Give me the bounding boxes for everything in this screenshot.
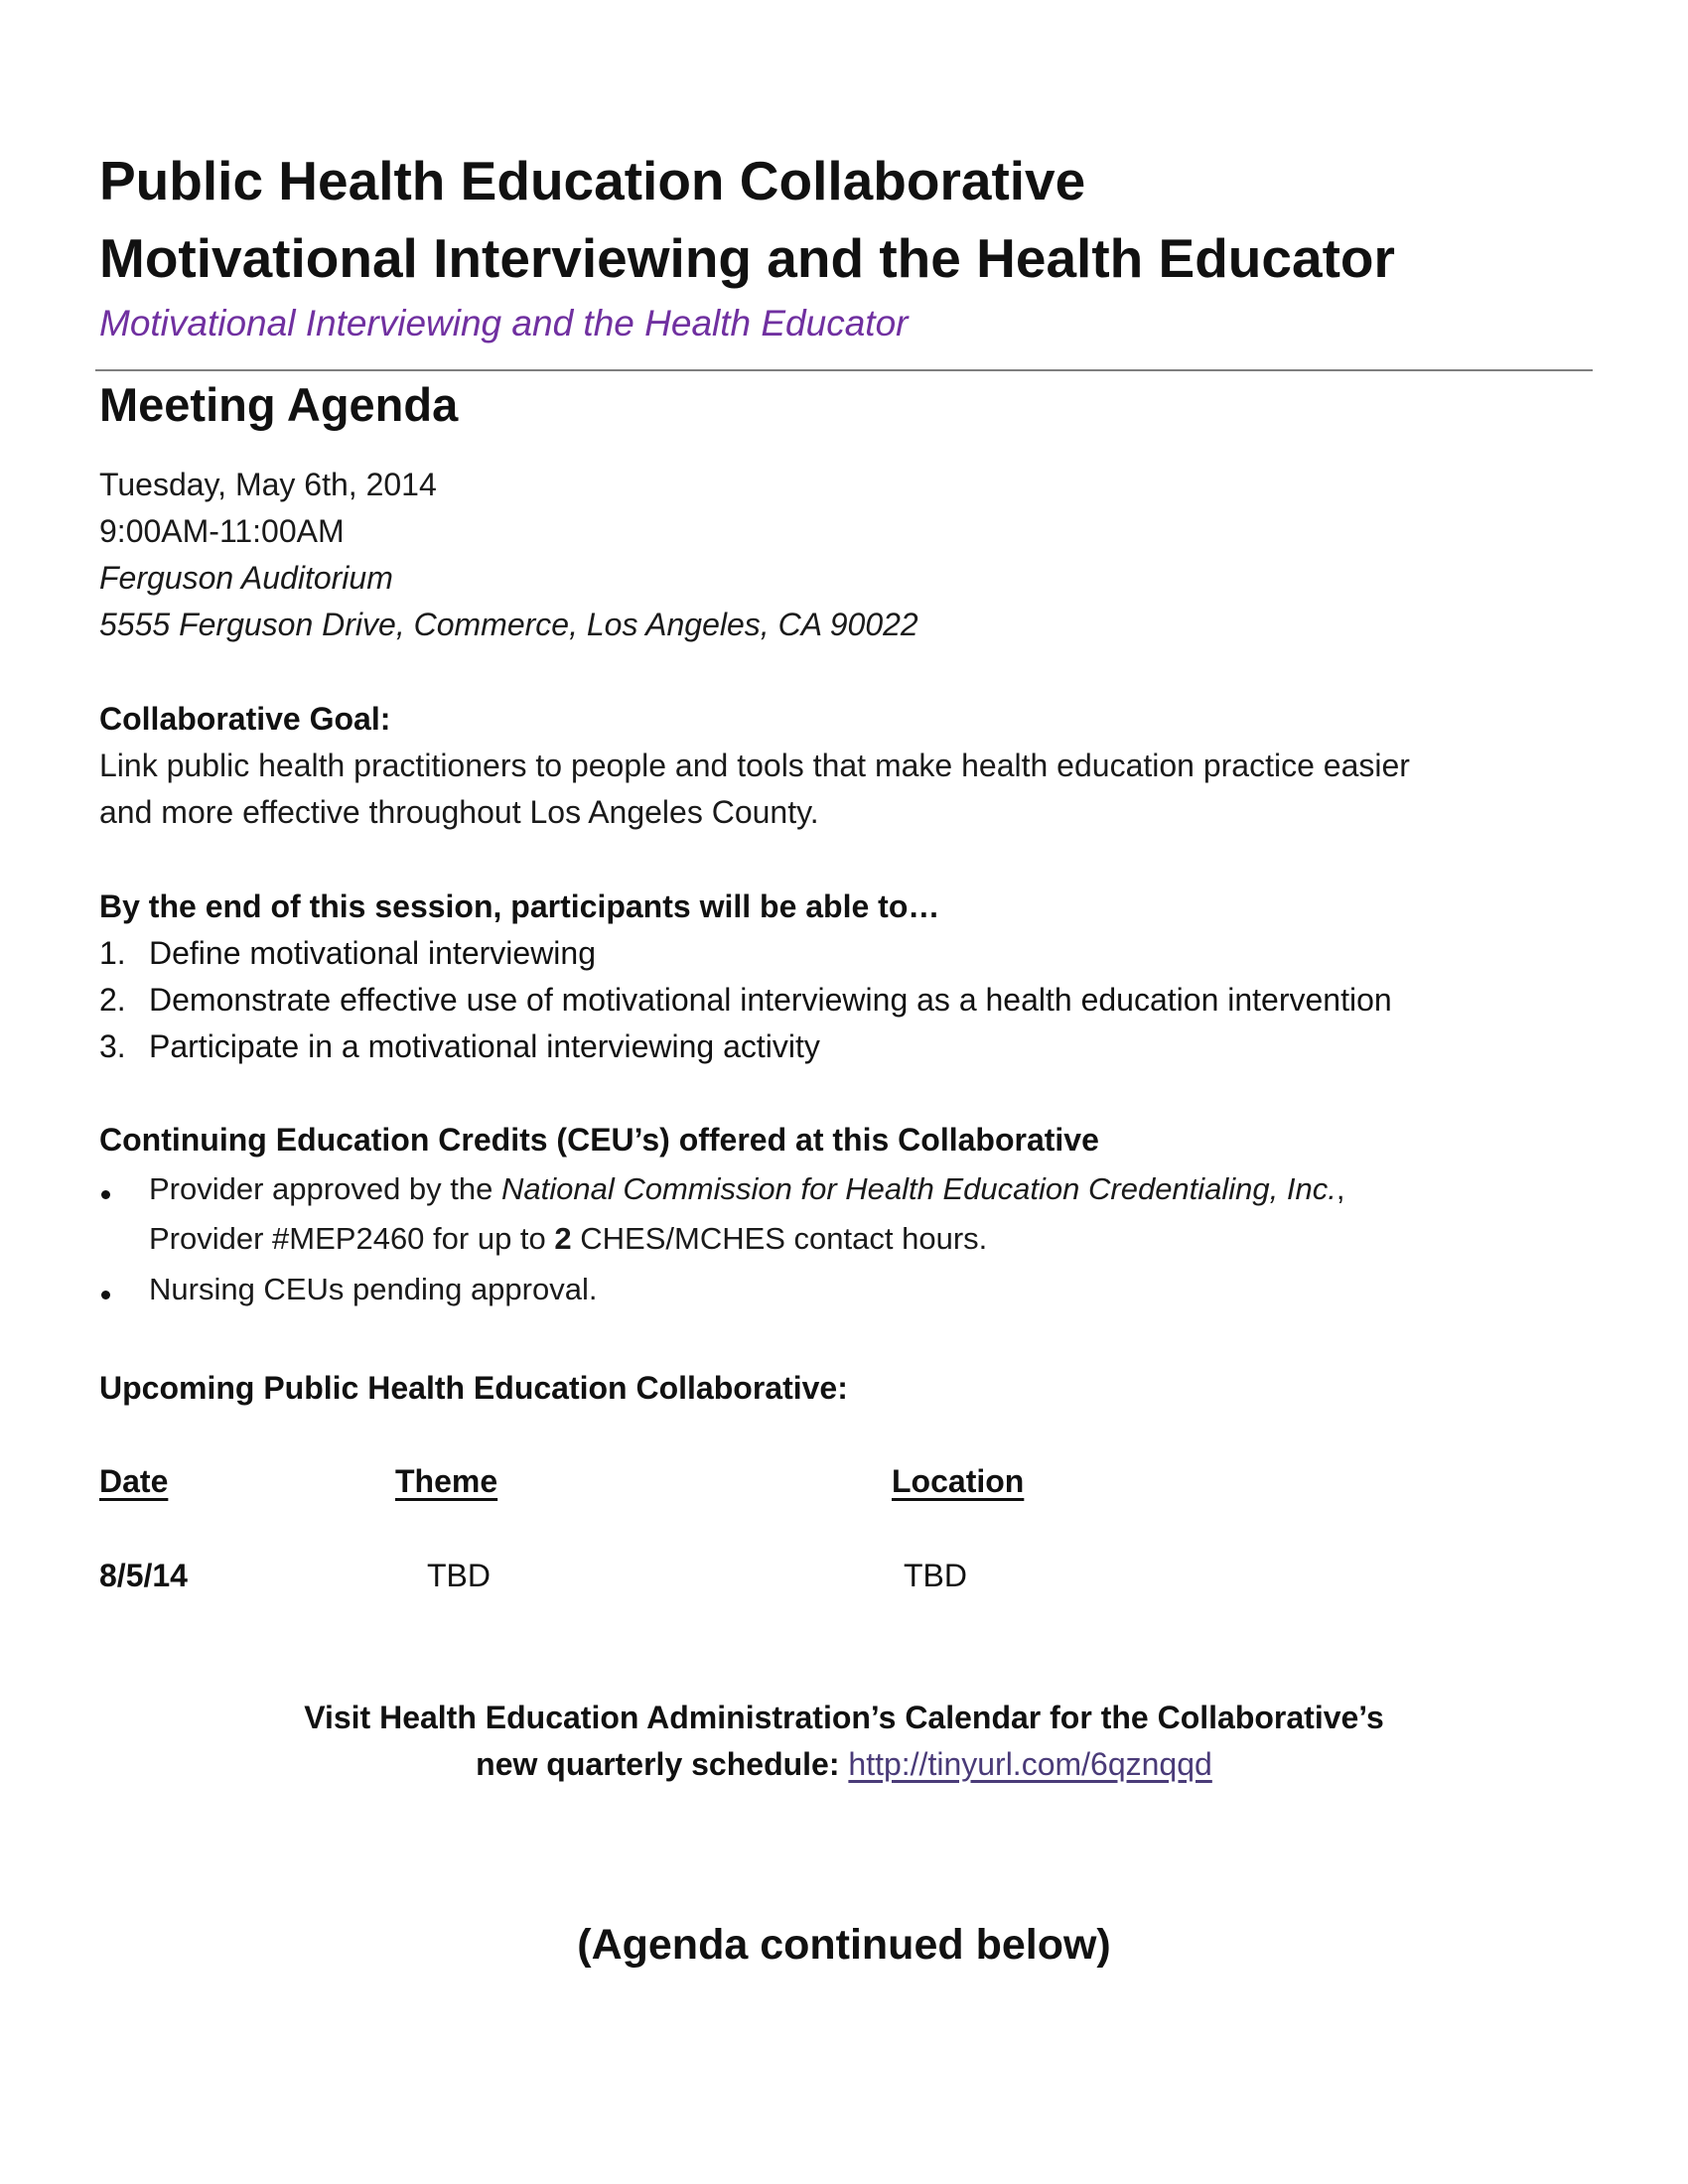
ceu-item-1-line2-suffix: CHES/MCHES contact hours. [571,1221,988,1256]
goal-text-line-1: Link public health practitioners to people and tools that make health education practice easier [99,748,1410,783]
calendar-note-line-2 [0,1746,1688,1783]
ceu-heading: Continuing Education Credits (CEU’s) offered at this Collaborative [99,1122,1099,1158]
ceu-item-1-line-2 [149,1221,987,1257]
row-theme: TBD [427,1558,491,1593]
row-location: TBD [904,1558,967,1593]
bullet-icon [101,1291,110,1299]
objective-number: 3. [99,1028,126,1064]
row-date: 8/5/14 [99,1558,188,1593]
calendar-note-prefix: new quarterly schedule: [476,1746,849,1782]
calendar-note-line-1: Visit Health Education Administration’s Calendar for the Collaborative’s [304,1700,1384,1735]
meeting-venue: Ferguson Auditorium [99,560,393,596]
document-title-line-2: Motivational Interviewing and the Health Educator [99,227,1395,289]
calendar-link[interactable]: http://tinyurl.com/6qznqqd [848,1746,1212,1782]
section-title: Meeting Agenda [99,378,459,431]
header-divider [95,369,1593,371]
meeting-address: 5555 Ferguson Drive, Commerce, Los Angeles, CA 90022 [99,607,918,642]
objectives-heading: By the end of this session, participants will be able to… [99,888,940,924]
ceu-item-1-line-1 [149,1171,1345,1207]
objective-item: Demonstrate effective use of motivational interviewing as a health education intervention [149,982,1392,1018]
column-header-location: Location [892,1463,1025,1499]
objective-number: 1. [99,935,126,971]
upcoming-heading: Upcoming Public Health Education Collaborative: [99,1370,848,1406]
goal-heading: Collaborative Goal: [99,701,391,737]
agenda-continued-note: (Agenda continued below) [577,1921,1111,1969]
ceu-item-1-suffix: , [1336,1171,1345,1206]
ceu-item-1-line2-prefix: Provider #MEP2460 for up to [149,1221,555,1256]
bullet-icon [101,1190,110,1199]
ceu-provider-name: National Commission for Health Education Credentialing, Inc. [501,1171,1336,1206]
ceu-contact-hours: 2 [554,1221,572,1256]
meeting-date: Tuesday, May 6th, 2014 [99,467,437,502]
column-header-theme: Theme [395,1463,498,1499]
column-header-date: Date [99,1463,169,1499]
document-title-line-1: Public Health Education Collaborative [99,150,1086,211]
objective-number: 2. [99,982,126,1018]
document-subtitle: Motivational Interviewing and the Health Educator [99,303,909,343]
objective-item: Participate in a motivational interviewing activity [149,1028,820,1064]
ceu-item-2: Nursing CEUs pending approval. [149,1272,598,1306]
objective-item: Define motivational interviewing [149,935,596,971]
goal-text-line-2: and more effective throughout Los Angeles County. [99,794,819,830]
meeting-time: 9:00AM-11:00AM [99,513,345,549]
ceu-item-1-prefix: Provider approved by the [149,1171,501,1206]
